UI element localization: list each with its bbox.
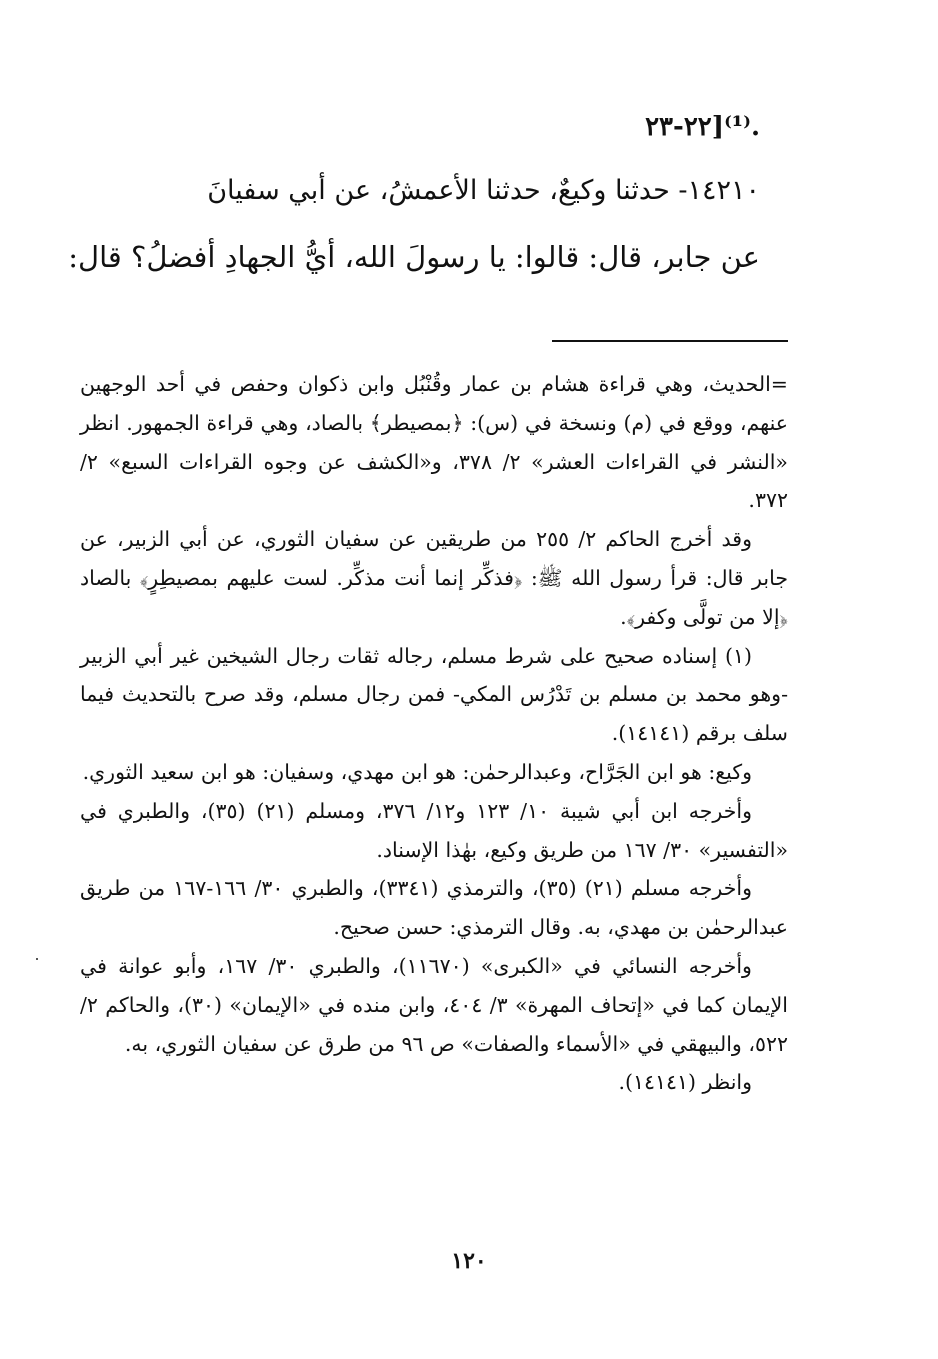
- footnotes: [80, 365, 788, 1102]
- footnote-paragraph: وأخرجه ابن أبي شيبة ١٠/ ١٢٣ و١٢/ ٣٧٦، ومسلم (٢١) (٣٥)، والطبري في «التفسير» ٣٠/ ١٦٧ من طريق وكيع، بهٰذا الإسناد.: [80, 798, 788, 862]
- footnote-paragraph: وأخرجه مسلم (٢١) (٣٥)، والترمذي (٣٣٤١)، والطبري ٣٠/ ١٦٦-١٦٧ من طريق عبدالرحمٰن بن مهدي، به. وقال الترمذي: حسن صحيح.: [80, 876, 788, 940]
- hadith-text-line-2: عن جابر، قال: قالوا: يا رسولَ الله، أيُّ الجهادِ أفضلُ؟ قال:: [68, 240, 760, 274]
- scan-speck: [36, 958, 38, 960]
- footnote-1: (١) إسناده صحيح على شرط مسلم، رجاله ثقات رجال الشيخين غير أبي الزبير -وهو محمد بن مسلم بن تَدْرُس المكي- فمن رجال مسلم، وقد صرح بالتحديث فيما سلف برقم (١٤١٤١).: [80, 643, 788, 746]
- footnote-paragraph: وانظر (١٤١٤١).: [618, 1070, 752, 1095]
- hadith-text-line-1: ١٤٢١٠- حدثنا وكيعٌ، حدثنا الأعمشُ، عن أبي سفيانَ: [207, 175, 760, 206]
- page-number: ١٢٠: [451, 1248, 487, 1274]
- footnote-paragraph: وقد أخرج الحاكم ٢/ ٢٥٥ من طريقين عن سفيان الثوري، عن أبي الزبير، عن جابر قال: قرأ رسول الله ﷺ: ﴿فذكِّر إنما أنت مذكِّر. لست عليهم بمصيطِرٍ﴾ بالصاد ﴿إلا من تولَّى وكفر﴾.: [80, 527, 788, 629]
- footnote-separator: [552, 340, 788, 342]
- footnote-continuation: =الحديث، وهي قراءة هشام بن عمار وقُنْبُل وابن ذكوان وحفص في أحد الوجهين عنهم، ووقع في (م) ونسخة في (س): ﴿بمصيطر﴾ بالصاد، وهي قراءة الجمهور. انظر «النشر في القراءات العشر» ٢/ ٣٧٨، و«الكشف عن وجوه القراءات السبع» ٢/ ٣٧٢.: [80, 372, 788, 513]
- footnote-paragraph: وأخرجه النسائي في «الكبرى» (١١٦٧٠)، والطبري ٣٠/ ١٦٧، وأبو عوانة في الإيمان كما في «إتحاف المهرة» ٣/ ٤٠٤، وابن منده في «الإيمان» (٣٠)، والحاكم ٢/ ٥٢٢، والبيهقي في «الأسماء والصفات» ص ٩٦ من طرق عن سفيان الثوري، به.: [80, 953, 788, 1056]
- footnote-paragraph: وكيع: هو ابن الجَرَّاح، وعبدالرحمٰن: هو ابن مهدي، وسفيان: هو ابن سعيد الثوري.: [82, 759, 752, 784]
- hadith-range-reference: ٢٢-٢٣]⁽¹⁾.: [645, 112, 760, 142]
